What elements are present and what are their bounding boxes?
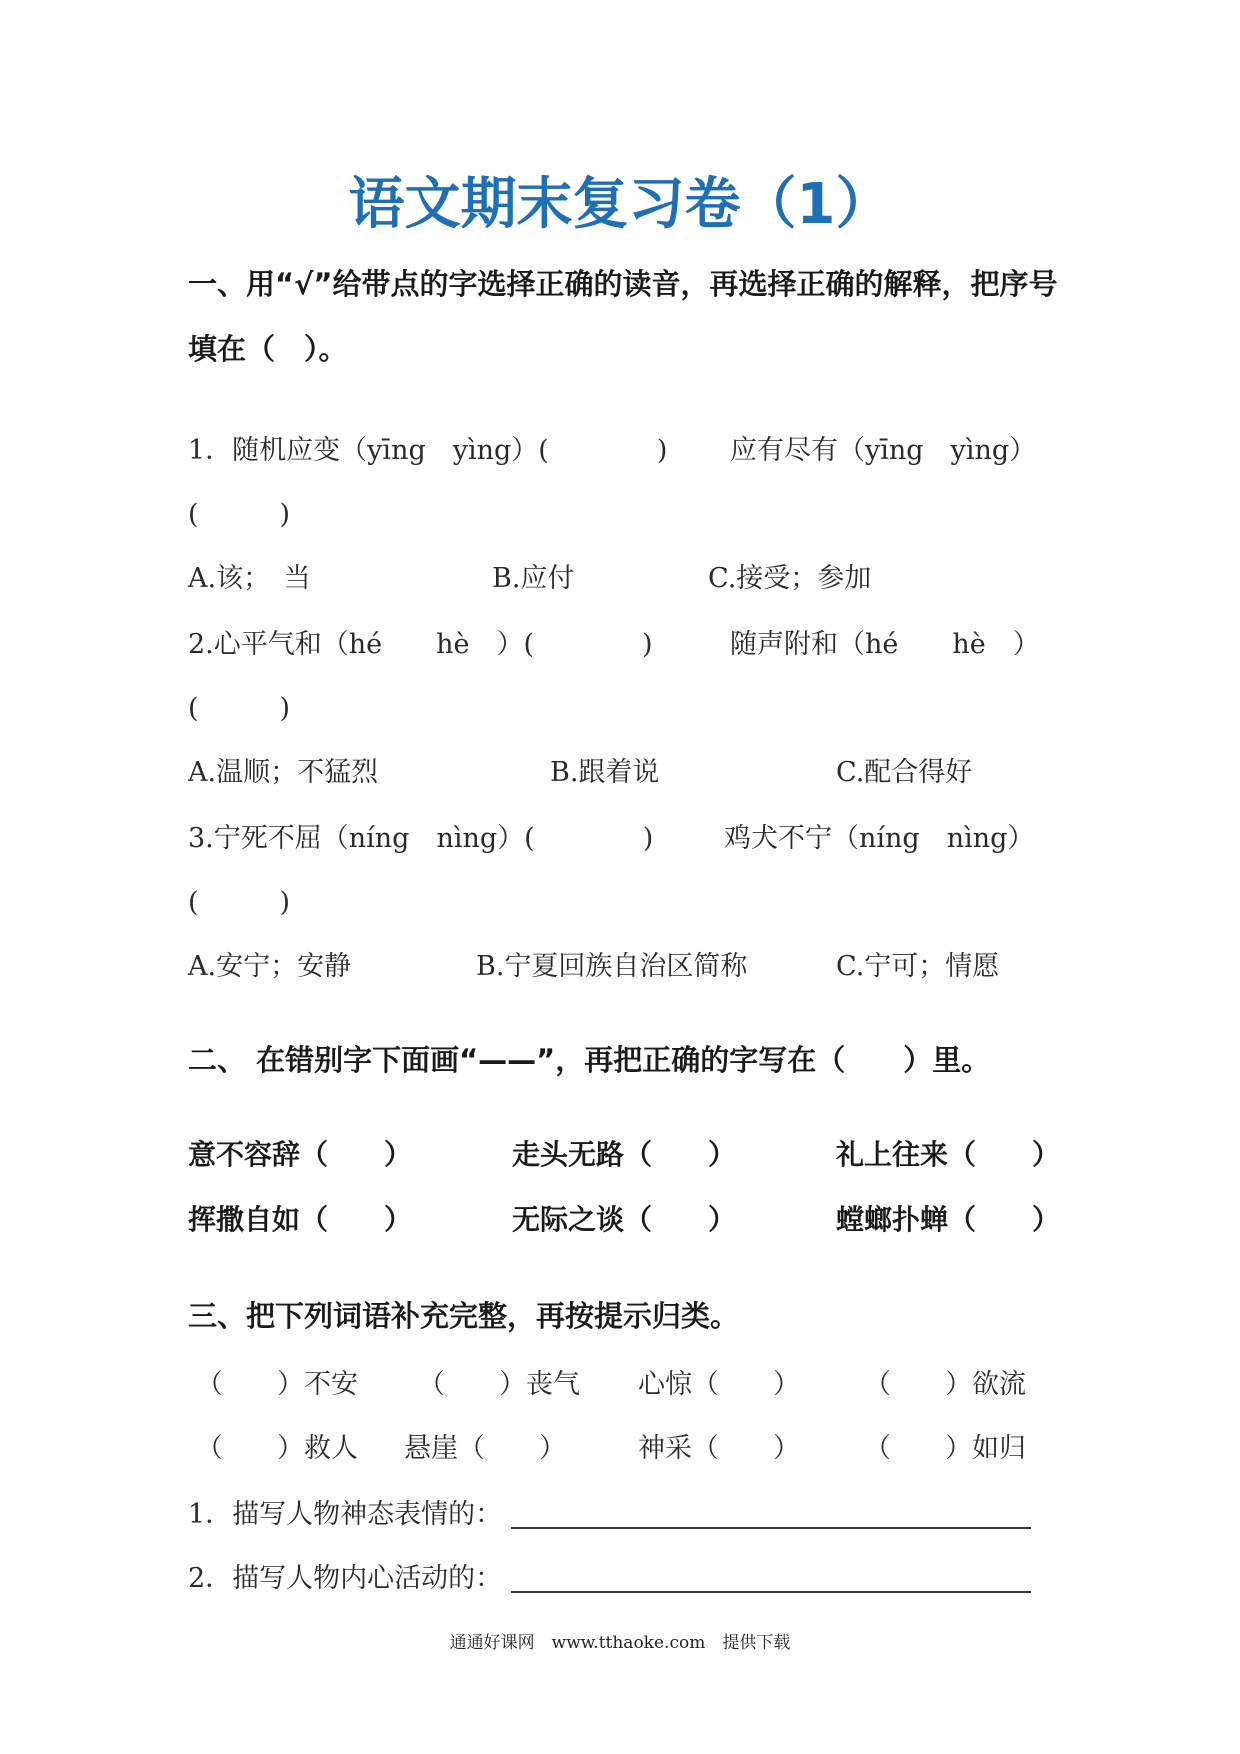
q3-blank: ( ): [188, 887, 291, 918]
q2-left: 2.心平气和（hé hè ）( ): [188, 629, 653, 660]
classify-label-2: 2．描写人物内心活动的：: [188, 1563, 503, 1594]
idiom-item: （ ）丧气: [418, 1369, 580, 1400]
q3-right: 鸡犬不宁（níng nìng）: [724, 823, 1035, 854]
q2-option-b: B.跟着说: [550, 757, 660, 788]
q1-option-b: B.应付: [492, 563, 575, 594]
q3-left: 3.宁死不屈（níng nìng）( ): [188, 823, 654, 854]
q1-option-c: C.接受；参加: [708, 563, 872, 594]
word-item: 走头无路（ ）: [512, 1138, 737, 1171]
classify-label-1: 1．描写人物神态表情的：: [188, 1499, 503, 1530]
section1-heading-line2: 填在（ ）。: [188, 332, 348, 366]
q3-option-c: C.宁可；情愿: [836, 951, 1000, 982]
word-item: 挥撒自如（ ）: [188, 1203, 413, 1236]
word-item: 礼上往来（ ）: [836, 1138, 1061, 1171]
q2-right: 随声附和（hé hè ）: [730, 629, 1040, 660]
idiom-item: 悬崖（ ）: [404, 1433, 566, 1464]
q1-blank: ( ): [188, 499, 291, 530]
word-item: 无际之谈（ ）: [512, 1203, 737, 1236]
page-title: 语文期末复习卷（1）: [348, 172, 892, 237]
q2-option-c: C.配合得好: [836, 757, 973, 788]
idiom-item: （ ）救人: [196, 1433, 358, 1464]
classify-question-2: [188, 1556, 1031, 1595]
idiom-item: 神采（ ）: [638, 1433, 800, 1464]
q3-option-b: B.宁夏回族自治区简称: [476, 951, 748, 982]
word-item: 螳螂扑蝉（ ）: [836, 1203, 1061, 1236]
q3-option-a: A.安宁；安静: [188, 951, 352, 982]
section3-heading: 三、把下列词语补充完整，再按提示归类。: [188, 1299, 740, 1333]
idiom-item: （ ）欲流: [864, 1369, 1026, 1400]
q1-left: 1．随机应变（yīng yìng）( ): [188, 435, 668, 466]
section1-heading-line1: 一、用“√”给带点的字选择正确的读音，再选择正确的解释，把序号: [188, 267, 1058, 301]
section2-heading: 二、 在错别字下面画“——”，再把正确的字写在（ ）里。: [188, 1043, 991, 1077]
footer-credit: 通通好课网 www.tthaoke.com 提供下载: [449, 1633, 791, 1653]
answer-blank-1[interactable]: [511, 1527, 1031, 1529]
answer-blank-2[interactable]: [511, 1591, 1031, 1593]
word-item: 意不容辞（ ）: [188, 1138, 413, 1171]
idiom-item: 心惊（ ）: [638, 1369, 800, 1400]
idiom-item: （ ）不安: [196, 1369, 358, 1400]
q1-option-a: A.该； 当: [188, 563, 311, 594]
classify-question-1: [188, 1492, 1031, 1531]
q2-blank: ( ): [188, 693, 291, 724]
q1-right: 应有尽有（yīng yìng）: [730, 435, 1037, 466]
q2-option-a: A.温顺；不猛烈: [188, 757, 379, 788]
idiom-item: （ ）如归: [864, 1433, 1026, 1464]
